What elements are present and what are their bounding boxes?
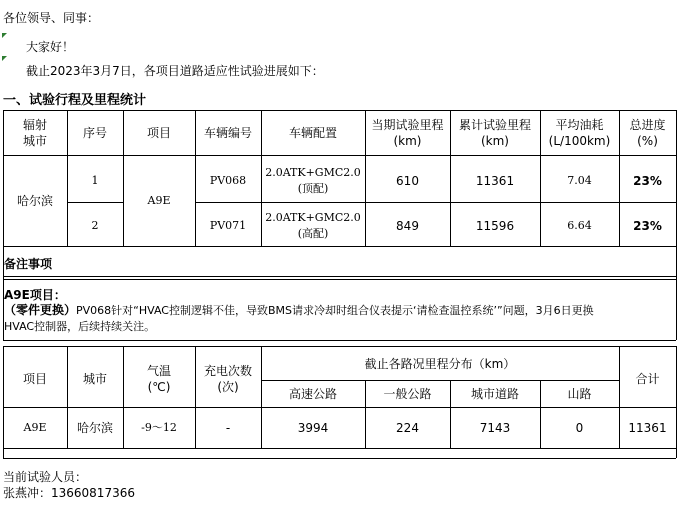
cell-urban-road: 7143 xyxy=(479,421,511,435)
header-project: 项目 xyxy=(22,372,47,386)
greeting-text: 各位领导、同事： xyxy=(3,11,100,25)
header-total: 合计 xyxy=(635,372,660,386)
notes-line-2: HVAC控制器，后续持续关注。 xyxy=(4,320,156,333)
cell-charge-count: - xyxy=(225,421,231,435)
notes-line-1 xyxy=(4,301,594,318)
header-total-mileage: 累计试验里程 (km) xyxy=(458,118,531,148)
cell-seq: 2 xyxy=(91,219,99,232)
notes-text: PV068针对“HVAC控制逻辑不佳，导致BMS请求冷却时组合仪表提示‘请检查温控系统’”问题，3月6日更换 xyxy=(76,304,594,317)
cell-vehicle-no: PV068 xyxy=(209,174,247,187)
testers-label: 当前试验人员： xyxy=(3,470,88,484)
header-mountain-road: 山路 xyxy=(567,387,592,401)
cell-highway: 3994 xyxy=(297,421,329,435)
header-progress: 总进度 (%) xyxy=(629,118,666,148)
hello-text: 大家好！ xyxy=(26,40,75,54)
cell-mountain-road: 0 xyxy=(575,421,584,435)
header-highway: 高速公路 xyxy=(288,387,337,401)
header-config: 车辆配置 xyxy=(288,126,337,140)
cell-vehicle-no: PV071 xyxy=(209,219,247,232)
header-period-mileage: 当期试验里程 (km) xyxy=(371,118,444,148)
comment-marker-icon xyxy=(2,33,7,38)
cell-progress: 23% xyxy=(633,219,662,233)
cell-period-mileage: 849 xyxy=(396,219,419,233)
header-general-road: 一般公路 xyxy=(383,387,432,401)
header-urban-road: 城市道路 xyxy=(470,387,519,401)
notes-tag: （零件更换） xyxy=(4,303,77,317)
cell-period-mileage: 610 xyxy=(396,174,419,188)
header-city: 城市 xyxy=(82,372,107,386)
comment-marker-icon xyxy=(2,56,7,61)
cell-general-road: 224 xyxy=(396,421,419,435)
header-project: 项目 xyxy=(146,126,171,140)
header-city: 辐射 城市 xyxy=(22,118,47,148)
cell-total-mileage: 11361 xyxy=(475,174,515,188)
header-distribution: 截止各路况里程分布（km） xyxy=(364,357,516,371)
cell-project: A9E xyxy=(147,194,171,207)
cell-total: 11361 xyxy=(628,421,667,435)
notes-title: 备注事项 xyxy=(4,257,53,271)
tester-contact: 张燕冲：13660817366 xyxy=(3,486,135,500)
cell-fuel: 6.64 xyxy=(567,219,592,232)
header-vehicle-no: 车辆编号 xyxy=(203,126,252,140)
header-charge-count: 充电次数 (次) xyxy=(203,364,252,394)
notes-project-label: A9E项目： xyxy=(4,288,66,302)
cell-seq: 1 xyxy=(91,174,99,187)
cell-temperature: -9～12 xyxy=(141,421,177,434)
section-title-mileage: 一、试验行程及里程统计 xyxy=(3,93,147,108)
header-seq: 序号 xyxy=(82,126,107,140)
header-temperature: 气温 (℃) xyxy=(146,364,171,394)
cell-city: 哈尔滨 xyxy=(16,194,53,208)
cell-fuel: 7.04 xyxy=(567,174,592,187)
cell-project: A9E xyxy=(23,421,47,434)
header-fuel: 平均油耗 (L/100km) xyxy=(548,118,611,148)
cell-city: 哈尔滨 xyxy=(76,421,113,435)
intro-text: 截止2023年3月7日，各项目道路适应性试验进展如下： xyxy=(26,64,324,78)
cell-config: 2.0ATK+GMC2.0 (顶配) xyxy=(265,166,361,195)
cell-config: 2.0ATK+GMC2.0 (高配) xyxy=(265,211,361,240)
cell-total-mileage: 11596 xyxy=(475,219,515,233)
cell-progress: 23% xyxy=(633,174,662,188)
